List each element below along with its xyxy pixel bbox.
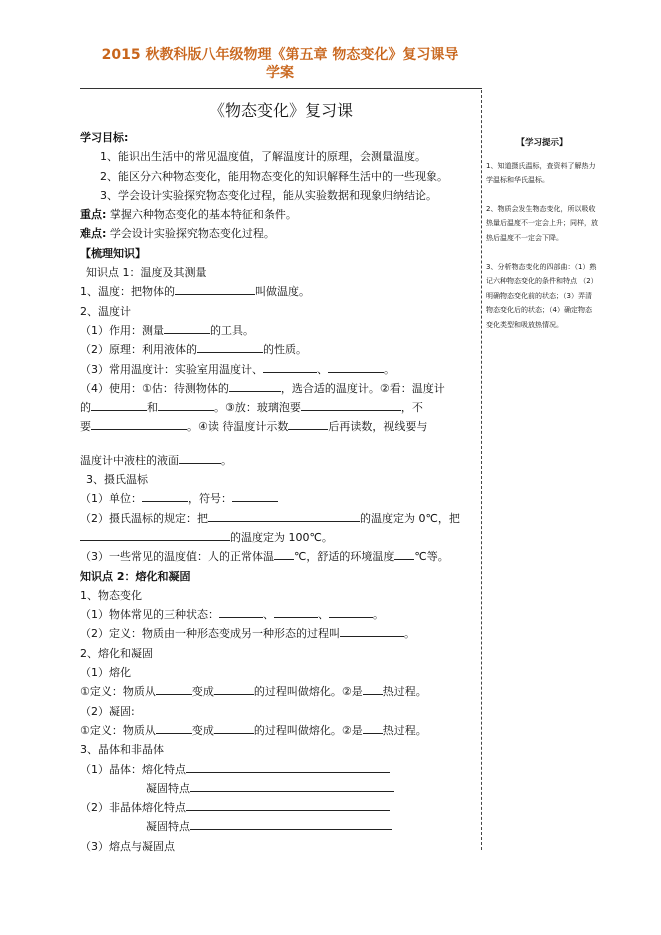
objective-3: 3、学会设计实验探究物态变化过程，能从实验数据和现象归纳结论。 [100,188,437,202]
celsius-rule-2: 的温度定为 100℃。 [80,528,478,547]
amorphous-melting: （2）非晶体熔化特点 [80,798,478,817]
blank-line[interactable] [158,399,214,411]
blank-line[interactable] [175,283,255,295]
objectives-heading: 学习目标: [80,131,129,144]
blank-line[interactable] [329,606,373,618]
document-title [70,46,490,82]
solidification-definition: ①定义：物质从 变成 的过程叫做熔化。②是 热过程。 [80,723,427,737]
tip-1: 1、知道摄氏温标，查资料了解热力学温标和华氏温标。 [486,161,596,185]
common-temperatures: （3）一些常见的温度值：人的正常体温 ℃，舒适的环境温度 ℃等。 [80,550,449,564]
state-change-definition: （2）定义：物质由一种形态变成另一种形态的过程叫 。 [80,627,415,641]
crystal-heading: 3、晶体和非晶体 [80,743,164,757]
blank-line[interactable] [156,722,192,734]
celsius-heading: 3、摄氏温标 [86,473,148,487]
blank-line[interactable] [328,361,384,373]
blank-line[interactable] [80,529,230,541]
thermometer-function: （1）作用：测量 的工具。 [80,323,254,337]
blank-line[interactable] [156,683,192,695]
celsius-unit: （1）单位： ，符号： [80,489,478,508]
crystal-melting: （1）晶体：熔化特点 [80,760,478,779]
blank-line[interactable] [214,683,254,695]
header-rule [80,88,482,89]
blank-line[interactable] [229,380,281,392]
melting-heading: （1）熔化 [80,666,131,680]
main-column [80,128,478,856]
blank-line[interactable] [340,625,404,637]
blank-line[interactable] [197,341,263,353]
blank-line[interactable] [301,399,401,411]
usage-line-2: 的 和 。③放：玻璃泡要 ，不 [80,401,423,415]
blank-line[interactable] [394,548,414,560]
blank-line[interactable] [214,722,254,734]
usage-line-3: 要 。④读 待温度计示数 后再读数，视线要与 [80,420,428,434]
melting-freezing-point: （3）熔点与凝固点 [80,839,175,853]
blank-line[interactable] [208,510,360,522]
amorphous-solidifying: 凝固特点 [80,817,478,836]
crystal-solidifying: 凝固特点 [80,779,478,798]
thermometer-heading: 2、温度计 [80,304,131,318]
blank-line[interactable] [232,490,278,502]
learning-tips-sidebar [486,136,598,347]
blank-line[interactable] [274,548,294,560]
temperature-definition: 1、温度：把物体的 叫做温度。 [80,285,310,299]
objective-2: 2、能区分六种物态变化，能用物态变化的知识解释生活中的一些现象。 [100,169,448,183]
blank-line[interactable] [219,606,263,618]
title-line-2: 学案 [266,65,294,81]
blank-line[interactable] [363,722,383,734]
blank-line[interactable] [179,452,221,464]
blank-line[interactable] [190,780,394,792]
blank-line[interactable] [263,361,317,373]
blank-line[interactable] [363,683,383,695]
blank-line[interactable] [288,418,328,430]
title-line-1: 2015 秋教科版八年级物理《第五章 物态变化》复习课导 [101,47,459,63]
usage-line-1: （4）使用：①估：待测物体的 ，选合适的温度计。②看：温度计 [80,381,445,395]
melting-solidification-heading: 2、熔化和凝固 [80,646,153,660]
celsius-rule-1: （2）摄氏温标的规定：把 的温度定为 0℃，把 [80,511,460,525]
tips-heading: 【学习提示】 [516,138,568,148]
knowledge-point-2: 知识点 2：熔化和凝固 [80,569,191,583]
objective-1: 1、能识出生活中的常见温度值，了解温度计的原理，会测量温度。 [100,150,426,164]
blank-line[interactable] [190,818,392,830]
blank-line[interactable] [142,490,188,502]
solidification-heading: （2）凝固: [80,704,135,718]
blank-line[interactable] [91,399,147,411]
thermometer-principle: （2）原理：利用液体的 的性质。 [80,343,307,357]
difficult-point: 难点: 学会设计实验探究物态变化过程。 [80,227,275,241]
common-thermometers: （3）常用温度计：实验室用温度计、 、 。 [80,362,395,376]
blank-line[interactable] [164,322,210,334]
key-point: 重点: 掌握六种物态变化的基本特征和条件。 [80,208,297,222]
knowledge-point-1: 知识点 1：温度及其测量 [86,266,207,280]
review-heading: 【梳理知识】 [80,246,146,260]
melting-definition: ①定义：物质从 变成 的过程叫做熔化。②是 热过程。 [80,685,427,699]
blank-line[interactable] [274,606,318,618]
lesson-subtitle: 《物态变化》复习课 [208,101,353,120]
blank-line[interactable] [186,799,390,811]
state-change-heading: 1、物态变化 [80,588,142,602]
tip-3: 3、分析物态变化的四部曲：（1）熟记六种物态变化的条件和特点 （2）明确物态变化前的状态；（3）弄清物态变化后的状态；（4）确定物态变化类型和吸放热情况。 [486,262,598,329]
column-divider [481,90,482,850]
blank-line[interactable] [91,418,187,430]
blank-line[interactable] [186,761,390,773]
tip-2: 2、物质会发生物态变化，所以吸收热量后温度不一定会上升；同样，放热后温度不一定会下降。 [486,204,598,242]
usage-line-4: 温度计中液柱的液面 。 [80,453,232,467]
three-states: （1）物体常见的三种状态： 、 、 。 [80,608,384,622]
